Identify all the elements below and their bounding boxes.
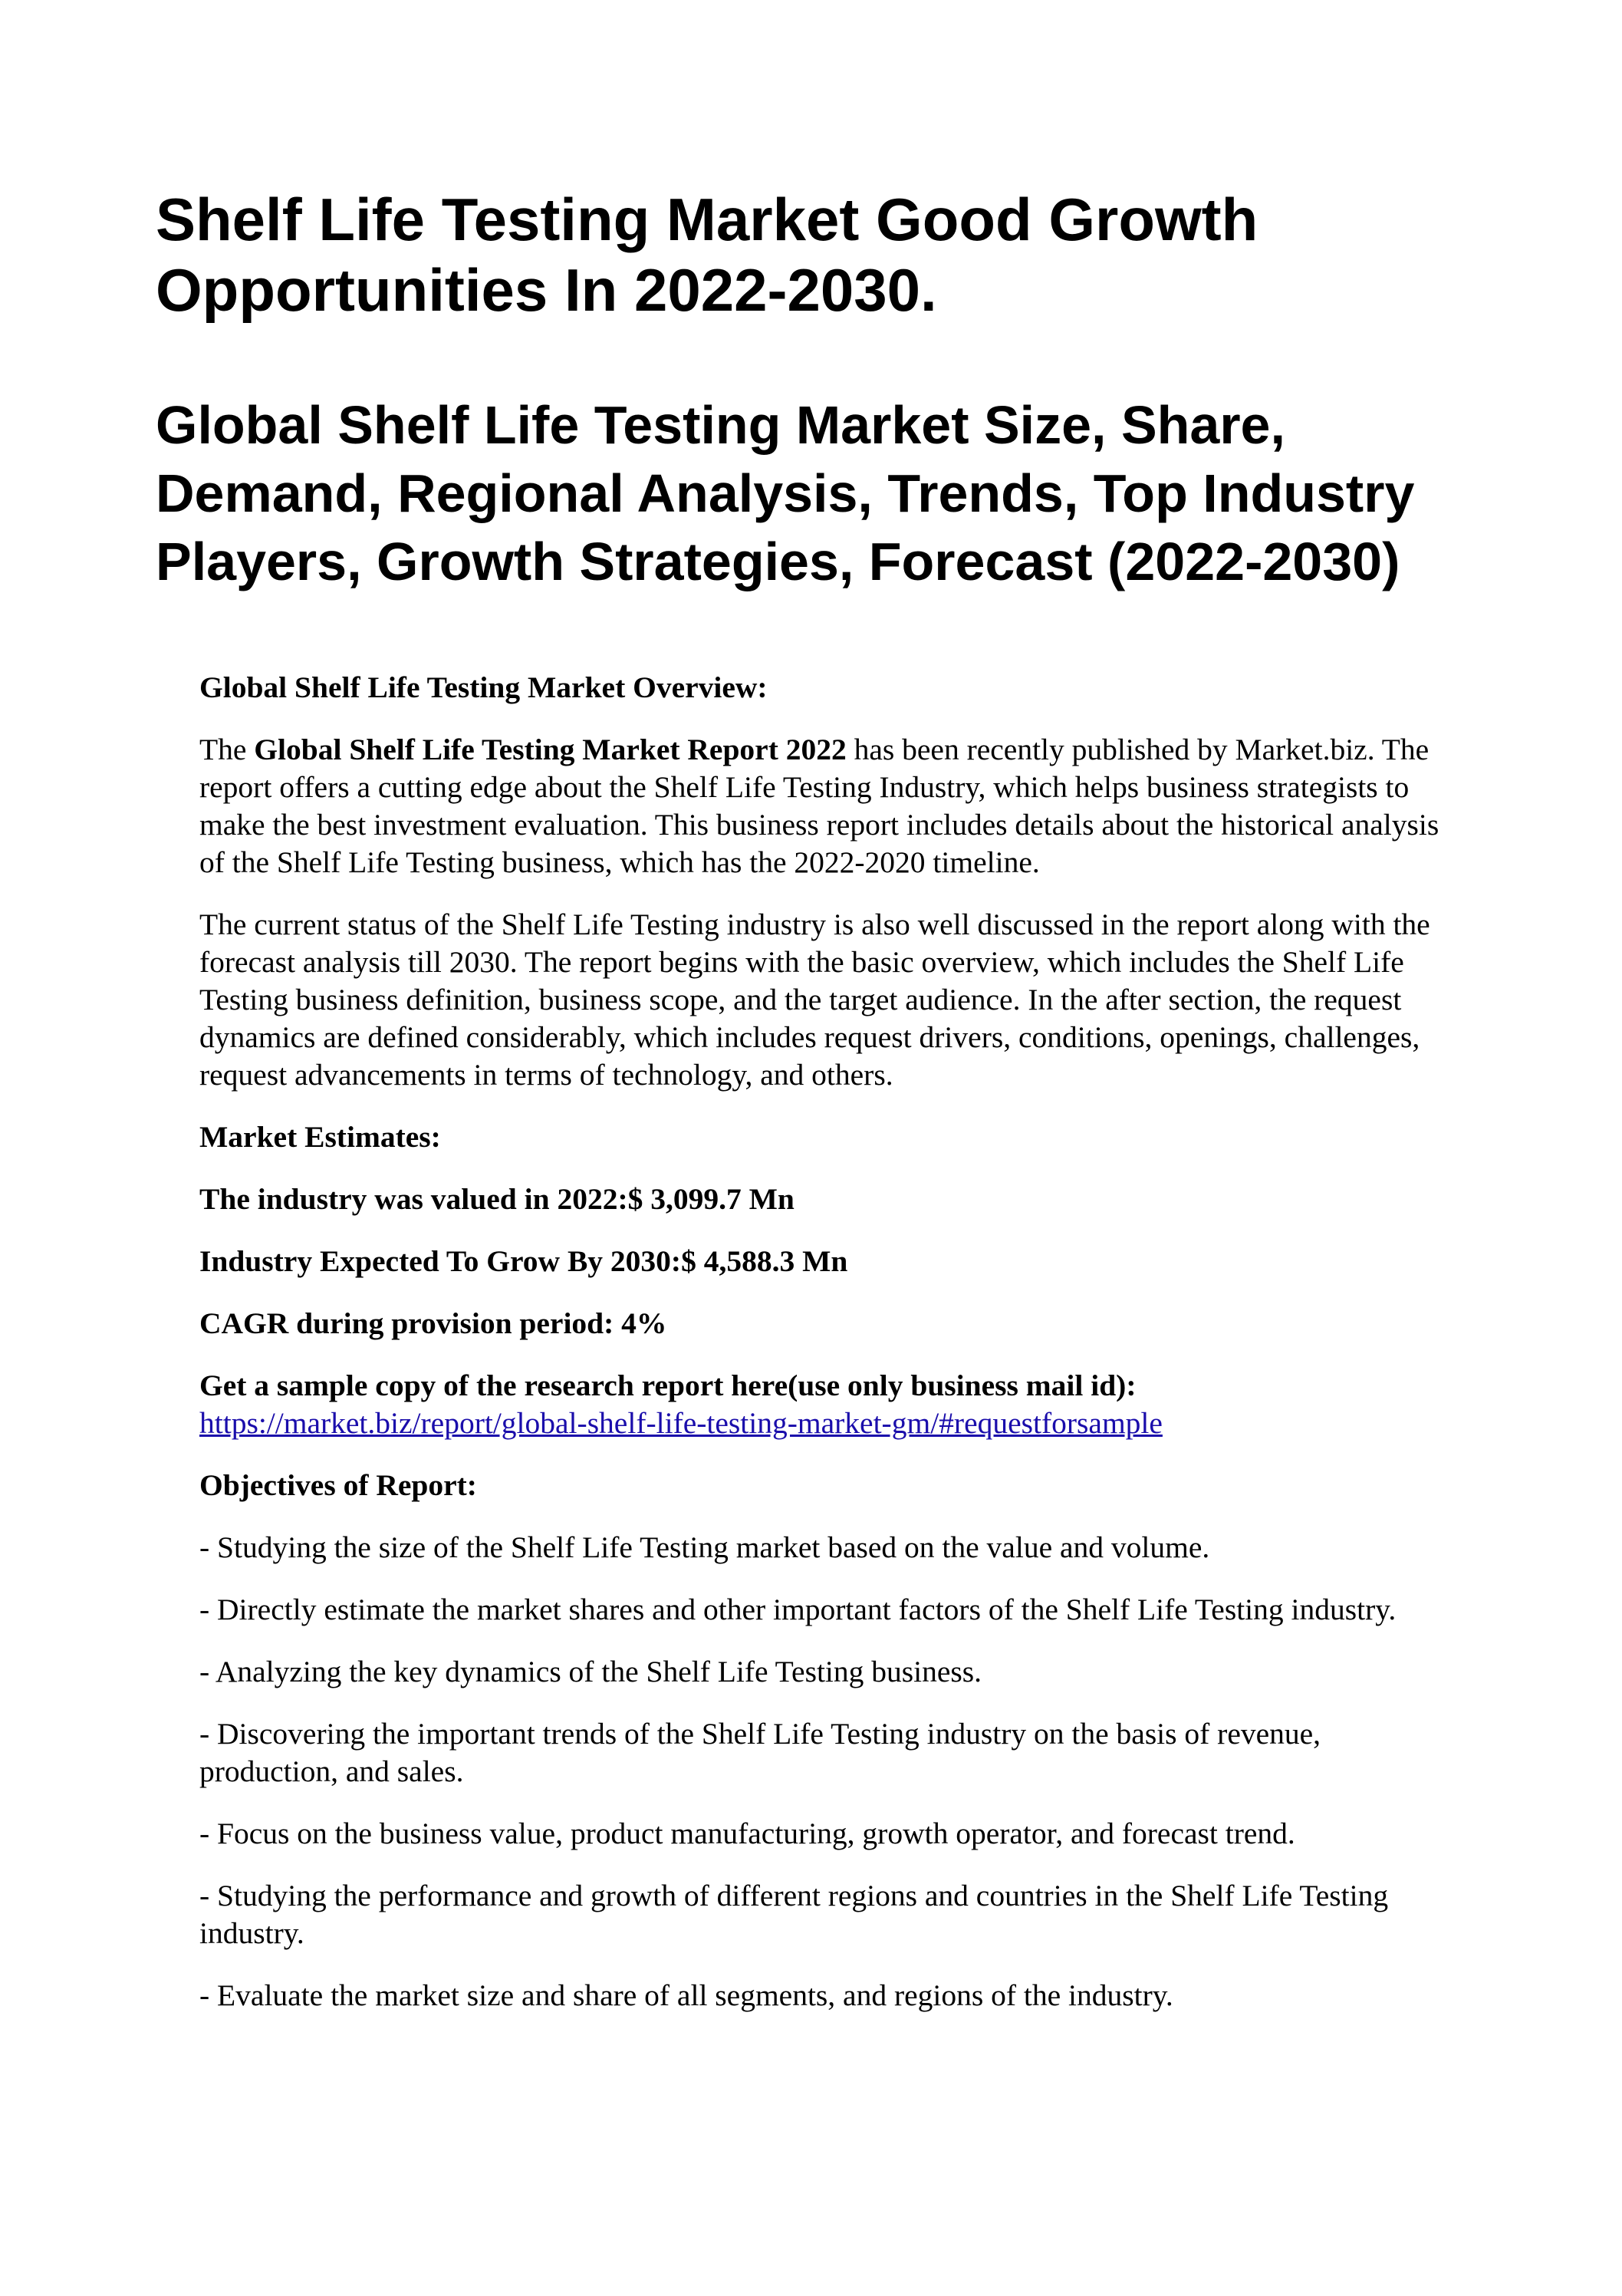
objective-item: - Analyzing the key dynamics of the Shelf Life Testing business. bbox=[199, 1655, 982, 1688]
objective-item: - Studying the performance and growth of different regions and countries in the Shelf Life Testing industry. bbox=[199, 1879, 1389, 1950]
sample-request bbox=[199, 1367, 1457, 1442]
overview-p1-prefix: The bbox=[199, 733, 255, 766]
overview-paragraph-2: The current status of the Shelf Life Testing industry is also well discussed in the report along with the forecast analysis till 2030. The report begins with the basic overview, which includes the Shelf Life Testing business definition, business scope, and the target audience. In the after section, the request dynamics are defined considerably, which includes request drivers, conditions, openings, challenges, request advancements in terms of technology, and others. bbox=[199, 908, 1430, 1092]
estimate-cagr: CAGR during provision period: 4% bbox=[199, 1306, 667, 1340]
estimates-heading: Market Estimates: bbox=[199, 1120, 441, 1154]
document-subtitle: Global Shelf Life Testing Market Size, Share, Demand, Regional Analysis, Trends, Top Industry Players, Growth Strategies, Forecast (2022-2030) bbox=[156, 395, 1415, 591]
overview-paragraph-1 bbox=[199, 731, 1457, 881]
estimate-valued: The industry was valued in 2022:$ 3,099.7 Mn bbox=[199, 1182, 795, 1216]
overview-heading: Global Shelf Life Testing Market Overview: bbox=[199, 670, 768, 704]
document-body bbox=[199, 669, 1457, 2039]
sample-request-link[interactable]: https://market.biz/report/global-shelf-life-testing-market-gm/#requestforsample bbox=[199, 1406, 1163, 1440]
document-title: Shelf Life Testing Market Good Growth Opportunities In 2022-2030. bbox=[156, 186, 1258, 324]
overview-p1-rest: has been recently published by Market.biz. The report offers a cutting edge about the Shelf Life Testing Industry, which helps business strategists to make the best investment evaluation. This business report includes details about the historical analysis of the Shelf Life Testing business, which has the 2022-2020 timeline. bbox=[199, 733, 1439, 879]
objective-item: - Discovering the important trends of the Shelf Life Testing industry on the basis of revenue, production, and sales. bbox=[199, 1717, 1321, 1788]
objectives-heading: Objectives of Report: bbox=[199, 1468, 477, 1502]
objective-item: - Evaluate the market size and share of all segments, and regions of the industry. bbox=[199, 1978, 1173, 2012]
sample-request-text: Get a sample copy of the research report here(use only business mail id): bbox=[199, 1369, 1137, 1402]
report-name-bold: Global Shelf Life Testing Market Report 2022 bbox=[254, 733, 847, 766]
objective-item: - Focus on the business value, product manufacturing, growth operator, and forecast trend. bbox=[199, 1817, 1295, 1850]
objective-item: - Directly estimate the market shares and other important factors of the Shelf Life Testing industry. bbox=[199, 1593, 1397, 1626]
objective-item: - Studying the size of the Shelf Life Testing market based on the value and volume. bbox=[199, 1530, 1210, 1564]
estimate-expected: Industry Expected To Grow By 2030:$ 4,588.3 Mn bbox=[199, 1244, 848, 1278]
